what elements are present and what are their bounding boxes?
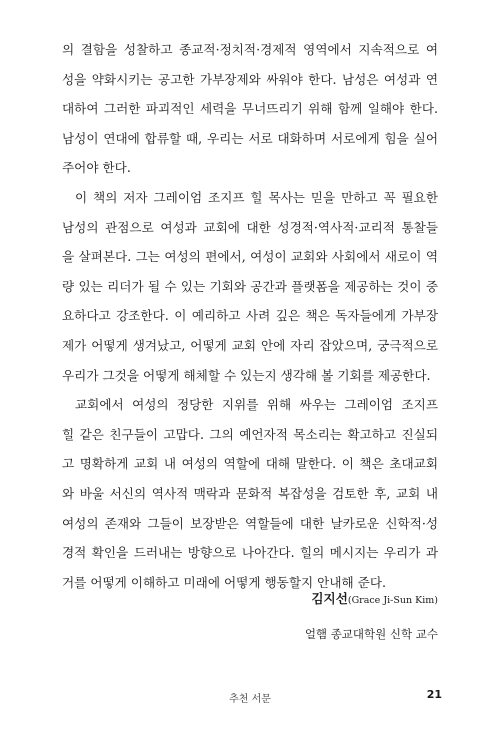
text-line: 제가 어떻게 생겨났고, 어떻게 교회 안에 자리 잡았으며, 궁극적으로 <box>62 337 438 353</box>
text-line: 성을 약화시키는 공고한 가부장제와 싸워야 한다. 남성은 여성과 연 <box>62 71 438 87</box>
text-line: 와 바울 서신의 역사적 맥락과 문화적 복잡성을 검토한 후, 교회 내 <box>62 485 438 501</box>
text-line: 량 있는 리더가 될 수 있는 기회와 공간과 플랫폼을 제공하는 것이 중 <box>62 278 438 294</box>
text-line: 을 살펴본다. 그는 여성의 편에서, 여성이 교회와 사회에서 새로이 역 <box>62 249 438 265</box>
text-line: 요하다고 강조한다. 이 예리하고 사려 깊은 책은 독자들에게 가부장 <box>62 308 438 324</box>
text-line: 대하여 그러한 파괴적인 세력을 무너뜨리기 위해 함께 일해야 한다. <box>62 101 438 117</box>
page-number: 21 <box>426 688 442 701</box>
text-line: 우리가 그것을 어떻게 해체할 수 있는지 생각해 볼 기회를 제공한다. <box>62 367 431 383</box>
text-line: 이 책의 저자 그레이엄 조지프 힐 목사는 믿을 만하고 꼭 필요한 <box>75 189 438 205</box>
author-affiliation: 얼햄 종교대학원 신학 교수 <box>304 627 438 641</box>
text-line: 경적 확인을 드러내는 방향으로 나아간다. 힐의 메시지는 우리가 과 <box>62 545 438 561</box>
signature-name-english: (Grace Ji-Sun Kim) <box>347 595 438 606</box>
text-line: 의 결함을 성찰하고 종교적·정치적·경제적 영역에서 지속적으로 여 <box>62 42 438 57</box>
text-line: 교회에서 여성의 정당한 지위를 위해 싸우는 그레이엄 조지프 <box>75 397 438 413</box>
text-line: 거를 어떻게 이해하고 미래에 어떻게 행동할지 안내해 준다. <box>62 574 386 590</box>
footer-section-title: 추천 서문 <box>229 694 271 705</box>
text-line: 남성이 연대에 합류할 때, 우리는 서로 대화하며 서로에게 힘을 실어 <box>62 130 438 146</box>
text-line: 여성의 존재와 그들이 보장받은 역할들에 대한 날카로운 신학적·성 <box>62 515 438 531</box>
signature-name-korean: 김지선 <box>311 591 348 606</box>
text-line: 남성의 관점으로 여성과 교회에 대한 성경적·역사적·교리적 통찰들 <box>62 219 438 235</box>
text-line: 주어야 한다. <box>62 160 131 176</box>
text-line: 고 명확하게 교회 내 여성의 역할에 대해 말한다. 이 책은 초대교회 <box>62 456 438 472</box>
body-text <box>62 35 438 597</box>
author-signature <box>311 589 438 611</box>
text-line: 힐 같은 친구들이 고맙다. 그의 예언자적 목소리는 확고하고 진실되 <box>62 426 438 442</box>
